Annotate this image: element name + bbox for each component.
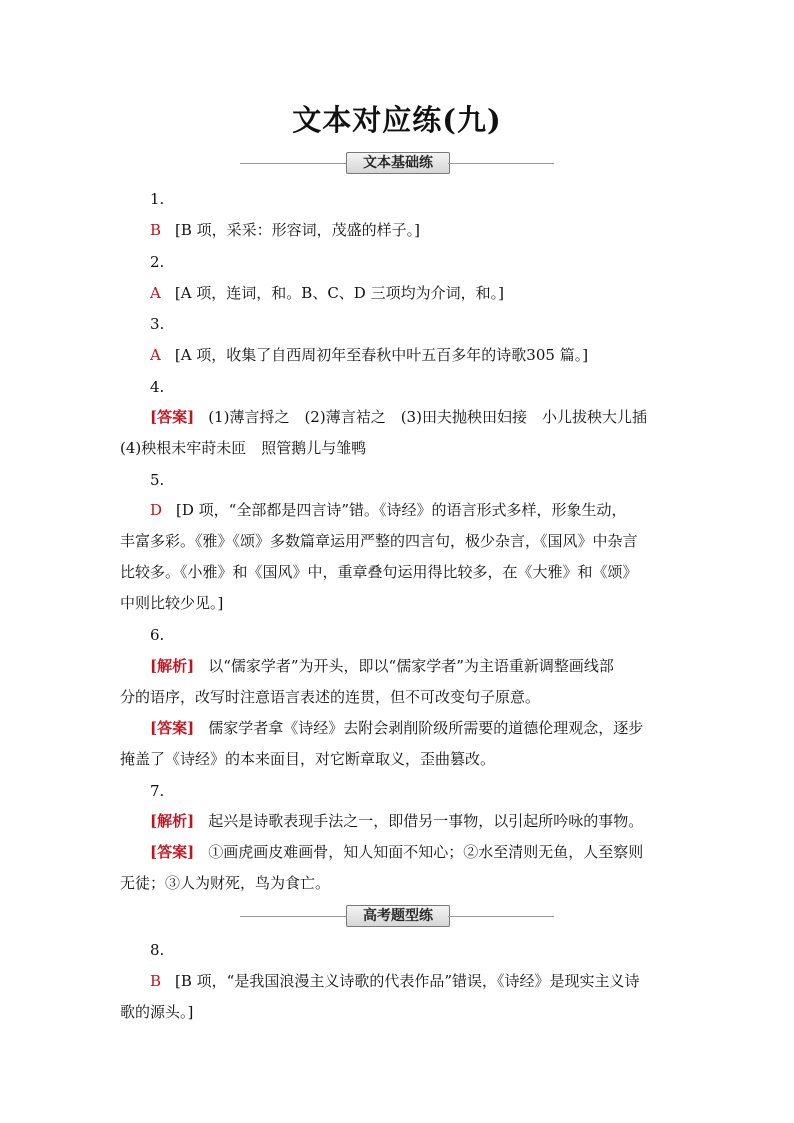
analysis-line [150,656,614,676]
answer-line [150,220,420,240]
divider [240,916,346,917]
answer-letter: A [150,284,161,302]
answer-line [150,718,643,738]
answer-text: (4)秧根未牢莳未匝 照管鹅儿与雏鸭 [120,439,367,457]
analysis-tag: [解析] [150,812,195,830]
answer-text: 掩盖了《诗经》的本来面目，对它断章取义，歪曲篡改。 [120,750,496,768]
question-number: 6. [150,626,165,644]
explanation-text: [D 项，“全部都是四言诗”错。《诗经》的语言形式多样，形象生动， [176,501,627,519]
question-number: 5. [150,471,165,489]
explanation-text: [B 项，“是我国浪漫主义诗歌的代表作品”错误，《诗经》是现实主义诗 [175,972,640,990]
answer-text: 无徒；③人为财死，鸟为食亡。 [120,874,331,892]
section-label: 高考题型练 [346,905,450,927]
divider [448,916,554,917]
answer-line [150,345,588,365]
analysis-tag: [解析] [150,657,195,675]
analysis-line [150,811,643,831]
section-label: 文本基础练 [346,152,450,174]
answer-text: (1)薄言捋之 (2)薄言袺之 (3)田夫抛秧田妇接 小儿拔秧大儿插 [208,408,647,426]
explanation-text: 丰富多彩。《雅》《颂》多数篇章运用严整的四言句，极少杂言，《国风》中杂言 [120,532,638,550]
answer-letter: B [150,221,162,239]
explanation-text: [B 项，采采：形容词，茂盛的样子。] [175,221,421,239]
explanation-text: [A 项，收集了自西周初年至春秋中叶五百多年的诗歌305 篇。] [174,346,589,364]
answer-line [150,842,643,862]
explanation-text: 歌的源头。] [120,1003,194,1021]
explanation-text: 比较多。《小雅》和《国风》中，重章叠句运用得比较多，在《大雅》和《颂》 [120,563,638,581]
answer-letter: D [150,501,163,519]
explanation-text: [A 项，连词，和。B、C、D 三项均为介词，和。] [174,284,504,302]
section-banner-basic [240,152,554,176]
question-number: 3. [150,315,165,333]
question-number: 8. [150,941,165,959]
answer-letter: B [150,972,162,990]
answer-line [150,283,504,303]
answer-text: 儒家学者拿《诗经》去附会剥削阶级所需要的道德伦理观念，逐步 [208,719,644,737]
answer-tag: [答案] [150,843,195,861]
divider [240,163,346,164]
answer-line [150,971,640,991]
question-number: 7. [150,782,165,800]
analysis-text: 起兴是诗歌表现手法之一，即借另一事物，以引起所吟咏的事物。 [208,812,644,830]
answer-tag: [答案] [150,719,195,737]
answer-letter: A [150,346,161,364]
question-number: 2. [150,253,165,271]
answer-text: ①画虎画皮难画骨，知人知面不知心；②水至清则无鱼，人至察则 [208,843,644,861]
divider [448,163,554,164]
question-number: 1. [150,190,165,208]
page-title: 文本对应练(九) [292,103,502,137]
explanation-text: 中则比较少见。] [120,594,224,612]
answer-line [150,407,647,427]
analysis-text: 分的语序，改写时注意语言表述的连贯，但不可改变句子原意。 [120,688,541,706]
answer-tag: [答案] [150,408,195,426]
section-banner-exam [240,905,554,929]
answer-line [150,500,627,520]
analysis-text: 以“儒家学者”为开头，即以“儒家学者”为主语重新调整画线部 [208,657,614,675]
question-number: 4. [150,378,165,396]
